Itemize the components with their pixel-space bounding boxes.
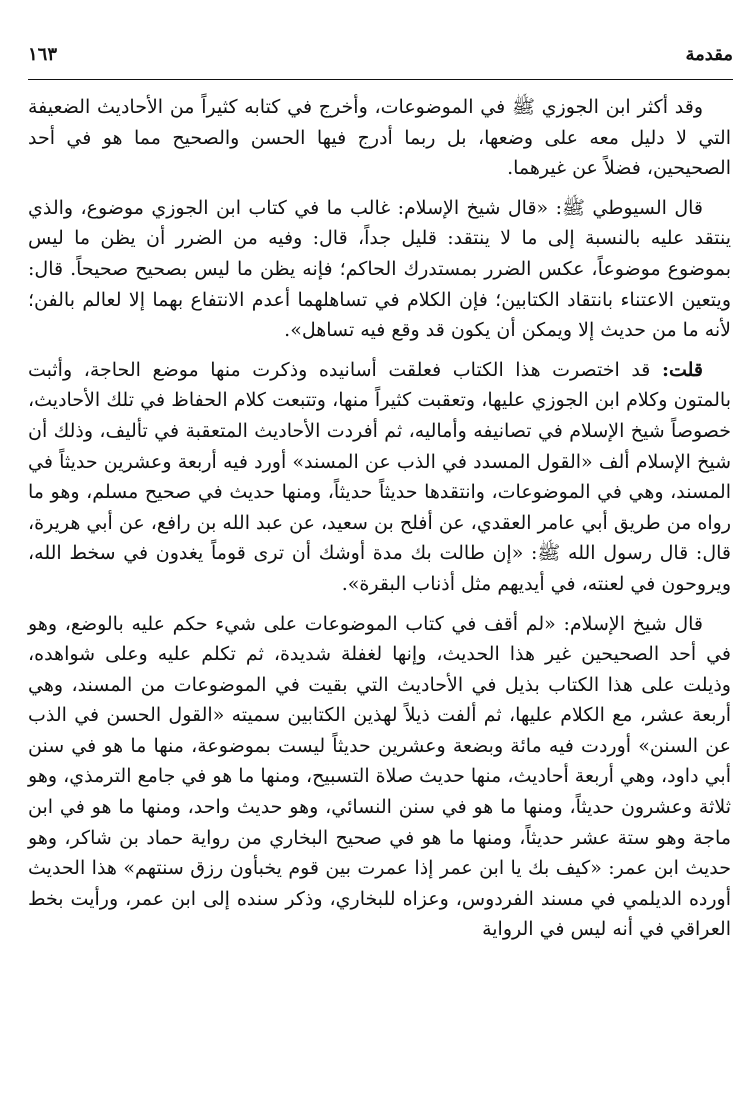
paragraph-text: وقد أكثر ابن الجوزي ﷺ في الموضوعات، وأخرج في كتابه كثيراً من الأحاديث الضعيفة التي لا دليل معه على وضعها، بل ربما أدرج فيها الحسن والصحيح مما هو في أحد الصحيحين، فضلاً عن غيرهما. — [28, 96, 731, 180]
paragraph-text: قد اختصرت هذا الكتاب فعلقت أسانيده وذكرت منها موضع الحاجة، وأثبت بالمتون وكلام ابن الجوزي عليها، وتعقبت كثيراً منها، وتتبعت كلام الحفاظ في تلك الأحاديث، خصوصاً شيخ الإسلام في تصانيفه وأماليه، ثم أفردت الأحاديث المتعقبة في تأليف، وذلك أن شيخ الإسلام ألف «القول المسدد في الذب عن المسند» أورد فيه أربعة وعشرين حديثاً في المسند، وهي في الموضوعات، وانتقدها حديثاً حديثاً، ومنها حديث في صحيح مسلم، وهو ما رواه من طريق أبي عامر العقدي، عن أفلح بن سعيد، عن عبد الله بن رافع، عن أبي هريرة، قال: قال رسول الله ﷺ: «إن طالت بك مدة أوشك أن ترى قوماً يغدون في سخط الله، ويروحون في لعنته، في أيديهم مثل أذناب البقرة». — [28, 358, 731, 595]
paragraph-author-note — [28, 355, 731, 600]
paragraph-shaykh-al-islam — [28, 609, 731, 946]
running-head: مقدمة — [685, 44, 733, 65]
paragraph-text: قال شيخ الإسلام: «لم أقف في كتاب الموضوعات على شيء حكم عليه بالوضع، وهو في أحد الصحيحين غير هذا الحديث، وإنها لغفلة شديدة، ثم تكلم عليه وعلى شواهده، وذيلت على هذا الكتاب بذيل في الأحاديث التي بقيت في الموضوعات من المسند، وهي أربعة عشر، مع الكلام عليها، ثم ألفت ذيلاً لهذين الكتابين سميته «القول الحسن في الذب عن السنن» أوردت فيه مائة وبضعة وعشرين حديثاً ليست بموضوعة، منها ما هو في سنن أبي داود، وهي أربعة أحاديث، منها حديث صلاة التسبيح، ومنها ما هو في جامع الترمذي، وهو ثلاثة وعشرون حديثاً، ومنها ما هو في سنن النسائي، وهو حديث واحد، ومنها ما هو في ابن ماجة وهو ستة عشر حديثاً، ومنها ما هو في صحيح البخاري من رواية حماد بن شاكر، وهو حديث ابن عمر: «كيف بك يا ابن عمر إذا عمرت بين قوم يخبأون رزق سنتهم» هذا الحديث أورده الديلمي في مسند الفردوس، وعزاه للبخاري، وذكر سنده إلى ابن عمر، ورأيت بخط العراقي في أنه ليس في الرواية — [28, 612, 731, 941]
paragraph-ibn-al-jawzi — [28, 92, 731, 184]
page-header — [28, 40, 733, 72]
header-rule — [28, 79, 733, 80]
paragraph-text: قال السيوطي ﷺ: «قال شيخ الإسلام: غالب ما في كتاب ابن الجوزي موضوع، والذي ينتقد عليه بالنسبة إلى ما لا ينتقد: قليل جداً، قال: وفيه من الضرر أن يظن ما ليس بموضوع موضوعاً، عكس الضرر بمستدرك الحاكم؛ فإنه يظن ما ليس بصحيح صحيحاً. قال: ويتعين الاعتناء بانتقاد الكتابين؛ فإن الكلام في تساهلهما أعدم الانتفاع بهما إلا لعالم بالفن؛ لأنه ما من حديث إلا ويمكن أن يكون قد وقع فيه تساهل». — [28, 196, 731, 342]
body-text — [28, 92, 731, 945]
paragraph-lead-word: قلت: — [661, 358, 704, 381]
page-number: ١٦٣ — [28, 44, 58, 65]
paragraph-suyuti-quote — [28, 193, 731, 346]
